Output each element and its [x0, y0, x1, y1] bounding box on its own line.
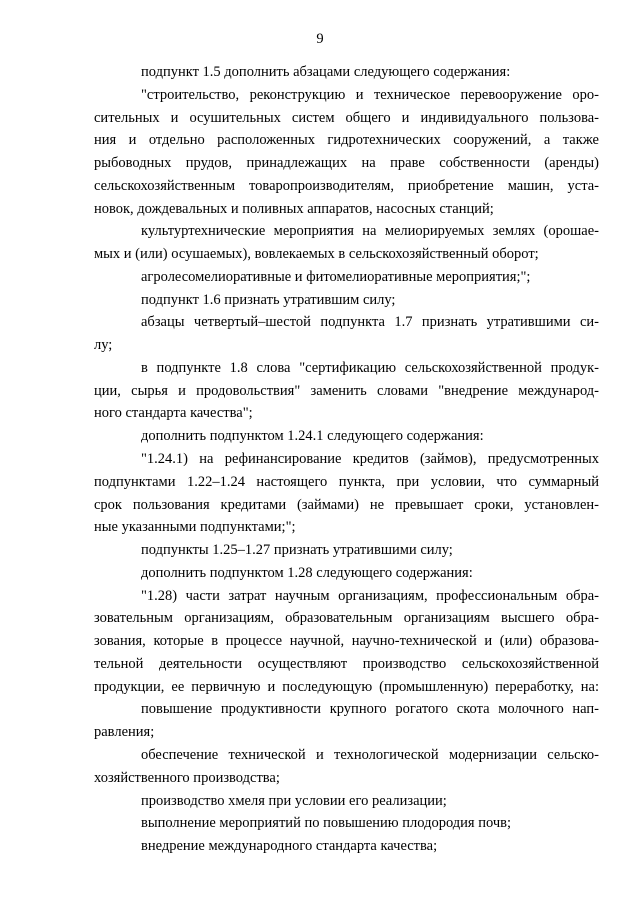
text-line: тельной деятельности осуществляют производство сельскохозяйственной	[94, 655, 599, 672]
text-line: подпунктами 1.22–1.24 настоящего пункта, при условии, что суммарный	[94, 473, 599, 490]
text-line: подпункты 1.25–1.27 признать утратившими силу;	[141, 542, 453, 559]
text-line: агролесомелиоративные и фитомелиоративные мероприятия;";	[141, 268, 531, 285]
text-line: абзацы четвертый–шестой подпункта 1.7 признать утратившими си-	[141, 314, 599, 331]
text-line: "1.24.1) на рефинансирование кредитов (займов), предусмотренных	[141, 451, 599, 468]
text-line: сельскохозяйственным товаропроизводителям, приобретение машин, уста-	[94, 177, 599, 194]
text-line: ные указанными подпунктами;";	[94, 519, 296, 536]
text-line: подпункт 1.5 дополнить абзацами следующего содержания:	[141, 64, 511, 80]
page-number: 9	[316, 31, 324, 47]
document-body	[94, 61, 599, 858]
text-line: зования, которые в процессе научной, научно-технической и (или) образова-	[94, 633, 599, 650]
text-line: продукции, ее первичную и последующую (промышленную) переработку, на:	[94, 678, 599, 695]
text-line: внедрение международного стандарта качества;	[141, 838, 438, 855]
text-line: новок, дождевальных и поливных аппаратов, насосных станций;	[94, 200, 494, 217]
text-line: рыбоводных прудов, принадлежащих на праве собственности (аренды)	[94, 155, 599, 172]
text-line: повышение продуктивности крупного рогатого скота молочного нап-	[141, 701, 599, 718]
text-line: подпункт 1.6 признать утратившим силу;	[141, 291, 396, 308]
text-line: культуртехнические мероприятия на мелиорируемых землях (орошае-	[141, 223, 599, 240]
text-line: дополнить подпунктом 1.28 следующего содержания:	[141, 564, 473, 581]
text-line: срок пользования кредитами (займами) не превышает сроки, установлен-	[94, 496, 599, 513]
text-line: "строительство, реконструкцию и техническое перевооружение оро-	[141, 86, 599, 103]
text-line: производство хмеля при условии его реализации;	[141, 792, 447, 809]
text-line: обеспечение технической и технологической модернизации сельско-	[141, 746, 599, 763]
text-line: ного стандарта качества";	[94, 405, 253, 422]
text-line: ции, сырья и продовольствия" заменить словами "внедрение международ-	[94, 382, 599, 399]
text-line: "1.28) части затрат научным организациям, профессиональным обра-	[141, 587, 599, 604]
text-line: ния и отдельно расположенных гидротехнических сооружений, а также	[94, 132, 599, 149]
text-line: лу;	[94, 337, 113, 354]
text-line: зовательным организациям, образовательным организациям высшего обра-	[94, 610, 599, 627]
text-line: хозяйственного производства;	[94, 769, 280, 786]
text-line: дополнить подпунктом 1.24.1 следующего содержания:	[141, 428, 484, 445]
text-line: в подпункте 1.8 слова "сертификацию сельскохозяйственной продук-	[141, 359, 599, 376]
text-line: выполнение мероприятий по повышению плодородия почв;	[141, 815, 512, 832]
text-line: мых и (или) осушаемых), вовлекаемых в сельскохозяйственный оборот;	[94, 246, 539, 263]
text-line: равления;	[94, 724, 155, 741]
text-line: сительных и осушительных систем общего и индивидуального пользова-	[94, 109, 599, 126]
